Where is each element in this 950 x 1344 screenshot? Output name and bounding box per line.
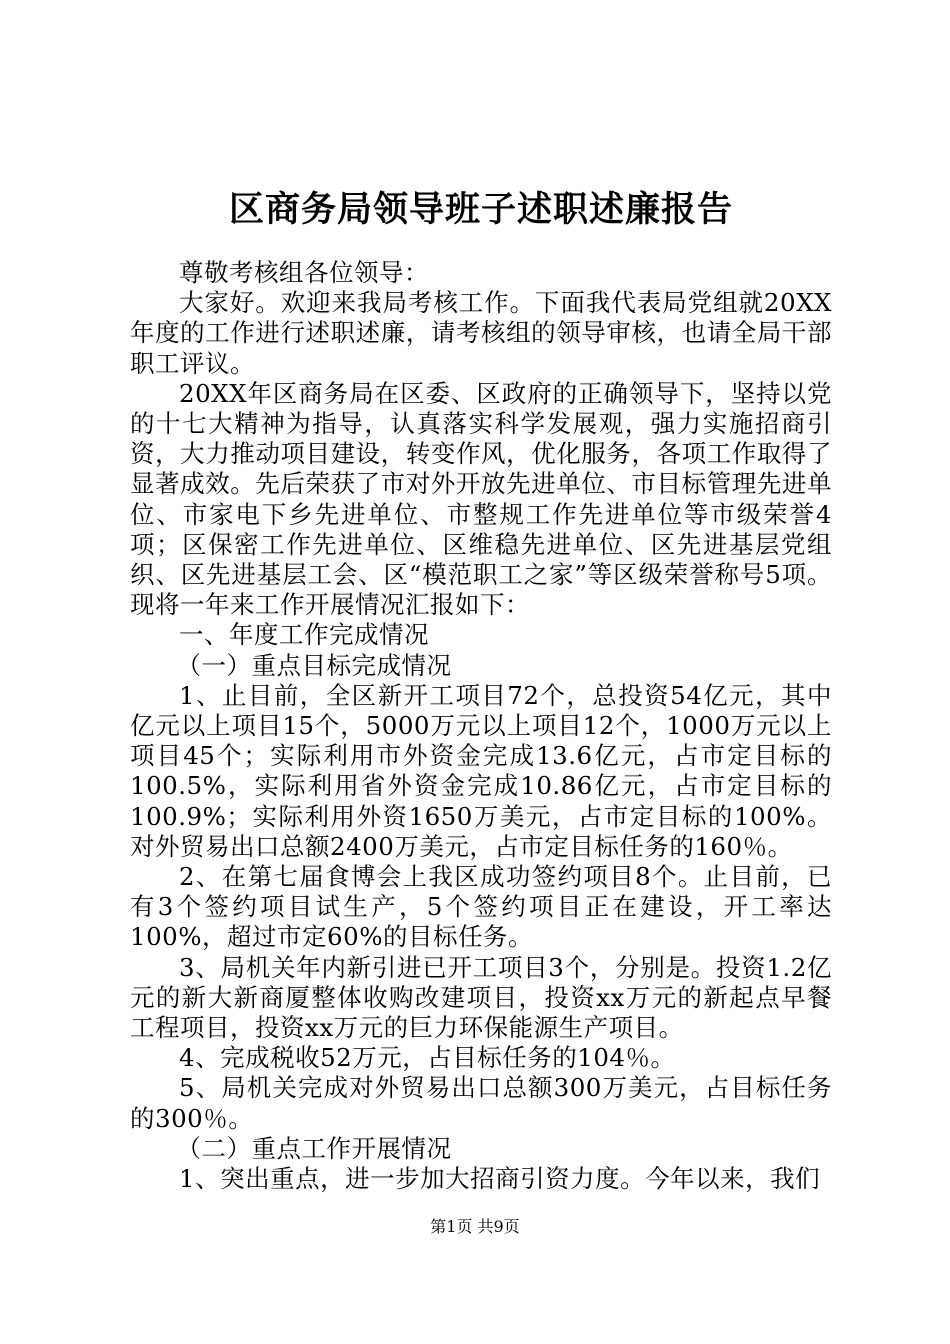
paragraph-work-1: 1、突出重点，进一步加大招商引资力度。今年以来，我们 xyxy=(179,1164,821,1194)
paragraph-item-5: 5、局机关完成对外贸易出口总额300万美元，占目标任务的300％。 xyxy=(130,1073,832,1133)
paragraph-item-4: 4、完成税收52万元，占目标任务的104％。 xyxy=(179,1043,676,1073)
document-body xyxy=(130,258,832,1194)
salutation: 尊敬考核组各位领导： xyxy=(179,258,429,287)
section-heading-1: 一、年度工作完成情况 xyxy=(179,620,429,650)
subsection-heading-2: （二）重点工作开展情况 xyxy=(176,1133,452,1163)
document-title: 区商务局领导班子述职述廉报告 xyxy=(228,189,733,230)
page-footer: 第1页 共9页 xyxy=(430,1217,520,1236)
paragraph-overview: 20XX年区商务局在区委、区政府的正确领导下，坚持以党的十七大精神为指导，认真落实科学发展观，强力实施招商引资，大力推动项目建设，转变作风，优化服务，各项工作取得了显著成效。先后荣获了市对外开放先进单位、市目标管理先进单位、市家电下乡先进单位、市整规工作先进单位等市级荣誉4项；区保密工作先进单位、区维稳先进单位、区先进基层党组织、区先进基层工会、区“模范职工之家”等区级荣誉称号5项。现将一年来工作开展情况汇报如下： xyxy=(130,378,832,620)
paragraph-item-2: 2、在第七届食博会上我区成功签约项目8个。止目前，已有3个签约项目试生产，5个签约项目正在建设，开工率达100%，超过市定60%的目标任务。 xyxy=(130,862,832,952)
paragraph-greeting: 大家好。欢迎来我局考核工作。下面我代表局党组就20XX年度的工作进行述职述廉，请考核组的领导审核，也请全局干部职工评议。 xyxy=(130,288,832,378)
paragraph-item-1: 1、止目前，全区新开工项目72个，总投资54亿元，其中亿元以上项目15个，5000万元以上项目12个，1000万元以上项目45个；实际利用市外资金完成13.6亿元，占市定目标的100.5%，实际利用省外资金完成10.86亿元，占市定目标的100.9%；实际利用外资1650万美元，占市定目标的100%。对外贸易出口总额2400万美元，占市定目标任务的160％。 xyxy=(130,680,832,861)
subsection-heading-1: （一）重点目标完成情况 xyxy=(176,650,452,680)
paragraph-item-3: 3、局机关年内新引进已开工项目3个，分别是。投资1.2亿元的新大新商厦整体收购改建项目，投资xx万元的新起点早餐工程项目，投资xx万元的巨力环保能源生产项目。 xyxy=(130,952,832,1043)
